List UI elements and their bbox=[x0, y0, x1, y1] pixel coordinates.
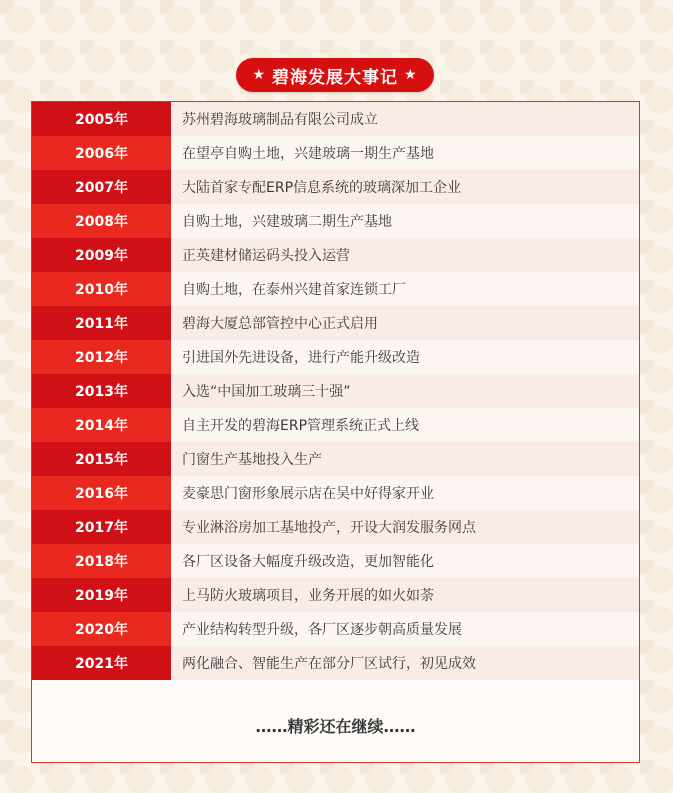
event-cell: 大陆首家专配ERP信息系统的玻璃深加工企业 bbox=[171, 170, 639, 204]
table-row bbox=[32, 476, 639, 510]
table-row bbox=[32, 612, 639, 646]
title-badge bbox=[236, 58, 434, 92]
page-title: 碧海发展大事记 bbox=[272, 67, 398, 88]
star-icon: ★ bbox=[252, 67, 266, 83]
table-row bbox=[32, 408, 639, 442]
table-row bbox=[32, 238, 639, 272]
table-row bbox=[32, 170, 639, 204]
table-row bbox=[32, 340, 639, 374]
event-cell: 专业淋浴房加工基地投产，开设大润发服务网点 bbox=[171, 510, 639, 544]
event-cell: 自主开发的碧海ERP管理系统正式上线 bbox=[171, 408, 639, 442]
event-cell: 入选“中国加工玻璃三十强” bbox=[171, 374, 639, 408]
year-cell: 2007年 bbox=[32, 170, 171, 204]
event-cell: 产业结构转型升级，各厂区逐步朝高质量发展 bbox=[171, 612, 639, 646]
star-icon: ★ bbox=[404, 67, 418, 83]
table-row bbox=[32, 646, 639, 680]
table-row bbox=[32, 102, 639, 136]
table-row bbox=[32, 544, 639, 578]
table-row bbox=[32, 306, 639, 340]
event-cell: 引进国外先进设备，进行产能升级改造 bbox=[171, 340, 639, 374]
year-cell: 2021年 bbox=[32, 646, 171, 680]
table-row bbox=[32, 442, 639, 476]
year-cell: 2013年 bbox=[32, 374, 171, 408]
event-cell: 碧海大厦总部管控中心正式启用 bbox=[171, 306, 639, 340]
table-row bbox=[32, 272, 639, 306]
year-cell: 2015年 bbox=[32, 442, 171, 476]
table-row bbox=[32, 374, 639, 408]
event-cell: 在望亭自购土地，兴建玻璃一期生产基地 bbox=[171, 136, 639, 170]
year-cell: 2016年 bbox=[32, 476, 171, 510]
year-cell: 2009年 bbox=[32, 238, 171, 272]
table-row bbox=[32, 204, 639, 238]
table-row bbox=[32, 510, 639, 544]
year-cell: 2018年 bbox=[32, 544, 171, 578]
year-cell: 2011年 bbox=[32, 306, 171, 340]
year-cell: 2008年 bbox=[32, 204, 171, 238]
year-cell: 2012年 bbox=[32, 340, 171, 374]
event-cell: 正英建材储运码头投入运营 bbox=[171, 238, 639, 272]
event-cell: 上马防火玻璃项目，业务开展的如火如荼 bbox=[171, 578, 639, 612]
event-cell: 苏州碧海玻璃制品有限公司成立 bbox=[171, 102, 639, 136]
footer-text: ……精彩还在继续…… bbox=[255, 717, 416, 736]
timeline-table bbox=[31, 101, 640, 763]
event-cell: 各厂区设备大幅度升级改造，更加智能化 bbox=[171, 544, 639, 578]
year-cell: 2006年 bbox=[32, 136, 171, 170]
year-cell: 2010年 bbox=[32, 272, 171, 306]
event-cell: 麦豪思门窗形象展示店在吴中好得家开业 bbox=[171, 476, 639, 510]
year-cell: 2005年 bbox=[32, 102, 171, 136]
event-cell: 自购土地，在泰州兴建首家连锁工厂 bbox=[171, 272, 639, 306]
year-cell: 2014年 bbox=[32, 408, 171, 442]
table-row bbox=[32, 136, 639, 170]
event-cell: 两化融合、智能生产在部分厂区试行，初见成效 bbox=[171, 646, 639, 680]
event-cell: 自购土地，兴建玻璃二期生产基地 bbox=[171, 204, 639, 238]
year-cell: 2019年 bbox=[32, 578, 171, 612]
timeline-rows bbox=[32, 102, 639, 680]
table-row bbox=[32, 578, 639, 612]
year-cell: 2020年 bbox=[32, 612, 171, 646]
year-cell: 2017年 bbox=[32, 510, 171, 544]
event-cell: 门窗生产基地投入生产 bbox=[171, 442, 639, 476]
